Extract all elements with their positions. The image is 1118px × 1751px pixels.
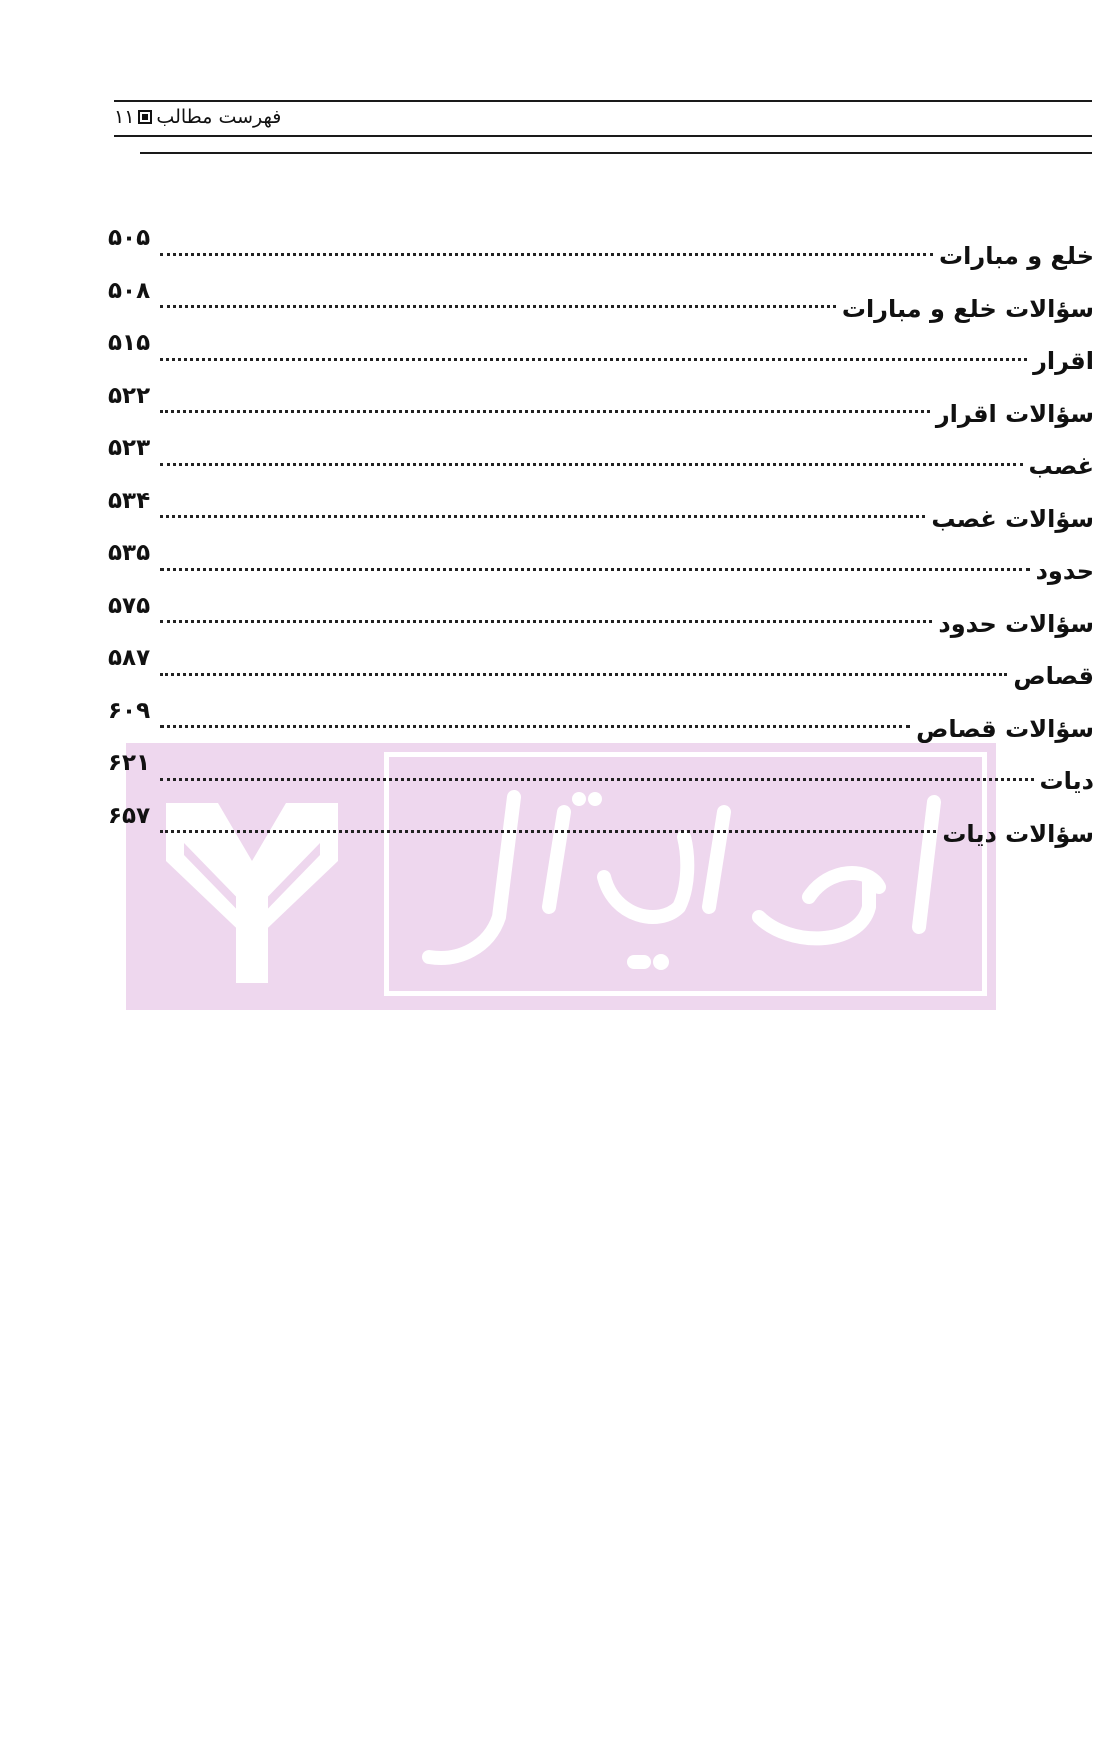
- header-bottom-rule: [114, 135, 1092, 137]
- toc-entry-page: ۶۰۹: [108, 697, 151, 724]
- toc-entry[interactable]: [108, 218, 1094, 271]
- dot-leader: [160, 358, 1027, 361]
- dot-leader: [160, 305, 836, 308]
- toc-entry[interactable]: [108, 743, 1094, 796]
- toc-entry-title: سؤالات قصاص: [916, 714, 1094, 743]
- toc-entry[interactable]: [108, 533, 1094, 586]
- toc-entry[interactable]: [108, 323, 1094, 376]
- toc-entry[interactable]: [108, 376, 1094, 429]
- toc-entry-title: دیات: [1039, 767, 1094, 796]
- table-of-contents: [108, 218, 1094, 848]
- toc-entry-page: ۵۰۵: [108, 225, 151, 252]
- toc-entry-title: سؤالات اقرار: [935, 399, 1094, 428]
- dot-leader: [160, 620, 932, 623]
- square-marker-icon: [138, 110, 152, 124]
- toc-entry[interactable]: [108, 586, 1094, 639]
- toc-entry[interactable]: [108, 481, 1094, 534]
- toc-entry-page: ۵۲۲: [108, 382, 151, 409]
- toc-entry-title: سؤالات خلع و مبارات: [841, 294, 1094, 323]
- toc-entry[interactable]: [108, 638, 1094, 691]
- dot-leader: [160, 673, 1007, 676]
- toc-entry-page: ۵۸۷: [108, 645, 151, 672]
- toc-entry-title: غصب: [1028, 452, 1094, 481]
- dot-leader: [160, 568, 1030, 571]
- dot-leader: [160, 830, 936, 833]
- toc-entry-page: ۵۷۵: [108, 592, 151, 619]
- running-head-title: فهرست مطالب: [156, 106, 282, 128]
- running-head: [114, 100, 281, 134]
- dot-leader: [160, 515, 925, 518]
- toc-entry[interactable]: [108, 428, 1094, 481]
- toc-entry-page: ۵۳۵: [108, 540, 151, 567]
- running-head-page-number: ۱۱: [114, 106, 135, 128]
- dot-leader: [160, 410, 930, 413]
- toc-entry-page: ۵۰۸: [108, 277, 151, 304]
- toc-entry-title: خلع و مبارات: [939, 242, 1094, 271]
- dot-leader: [160, 463, 1023, 466]
- toc-entry-page: ۶۲۱: [108, 750, 151, 777]
- toc-entry-title: سؤالات دیات: [942, 819, 1094, 848]
- toc-entry-page: ۶۵۷: [108, 802, 151, 829]
- toc-entry-page: ۵۳۴: [108, 487, 151, 514]
- header-bottom-rule-secondary: [140, 152, 1092, 154]
- toc-entry[interactable]: [108, 796, 1094, 849]
- toc-entry-title: حدود: [1035, 557, 1094, 586]
- toc-entry[interactable]: [108, 271, 1094, 324]
- toc-entry-title: اقرار: [1033, 347, 1094, 376]
- toc-entry-page: ۵۱۵: [108, 330, 151, 357]
- toc-entry-title: سؤالات حدود: [938, 609, 1094, 638]
- toc-entry[interactable]: [108, 691, 1094, 744]
- dot-leader: [160, 725, 910, 728]
- toc-entry-title: قصاص: [1013, 662, 1094, 691]
- dot-leader: [160, 778, 1034, 781]
- toc-entry-title: سؤالات غصب: [931, 504, 1094, 533]
- dot-leader: [160, 253, 933, 256]
- toc-entry-page: ۵۲۳: [108, 435, 151, 462]
